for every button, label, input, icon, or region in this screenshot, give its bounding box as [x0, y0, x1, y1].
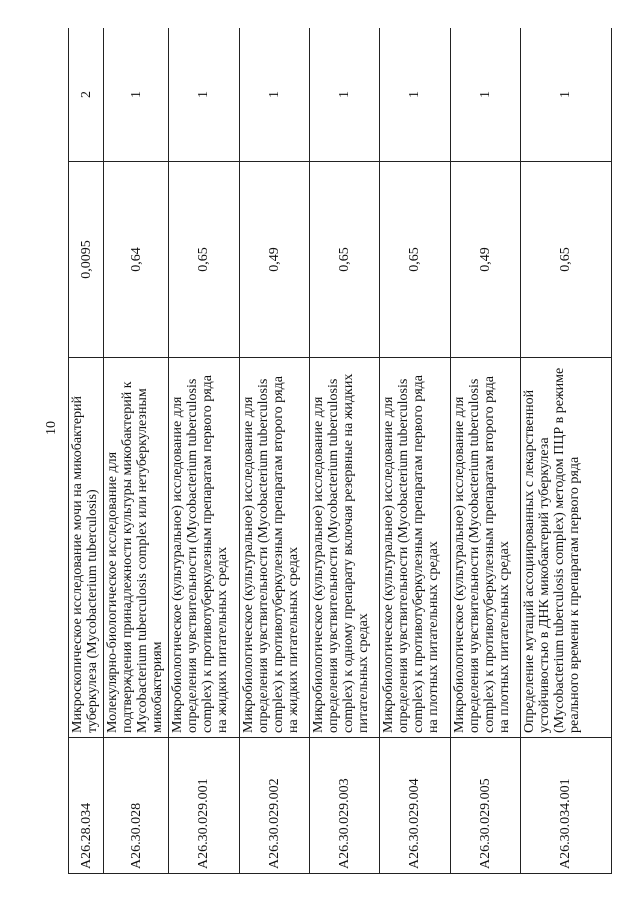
- service-name: Определение мутаций ассоциированных с лекарственной устойчивостью в ДНК микобактерий туберкулеза (Mycobacterium tuberculosis complex) методом ПЦР в режиме реального времени к препаратам первого ряда: [520, 358, 611, 738]
- service-name: Микробиологическое (культуральное) исследование для определения чувствительности (Mycobacterium tuberculosis complex) к противотуберкулезным препаратам второго ряда на жидких питательных средах: [239, 358, 309, 738]
- service-name: Молекулярно-биологическое исследование для подтверждения принадлежности культуры микобактерий к Mycobacterium tuberculosis complex или нетуберкулезным микобактериям: [104, 358, 169, 738]
- frequency-value: 0,65: [380, 162, 450, 358]
- multiplicity-value: 1: [104, 28, 169, 162]
- multiplicity-value: 2: [69, 28, 104, 162]
- frequency-value: 0,64: [104, 162, 169, 358]
- service-code: A26.30.034.001: [520, 738, 611, 874]
- service-code: A26.30.029.001: [169, 738, 239, 874]
- frequency-value: 0,49: [450, 162, 520, 358]
- multiplicity-value: 1: [309, 28, 379, 162]
- service-code: A26.30.028: [104, 738, 169, 874]
- table-row: [380, 28, 450, 874]
- table-row: [450, 28, 520, 874]
- frequency-value: 0,49: [239, 162, 309, 358]
- service-name: Микробиологическое (культуральное) исследование для определения чувствительности (Mycobacterium tuberculosis complex) к противотуберкулезным препаратам первого ряда на жидких питательных средах: [169, 358, 239, 738]
- table-row: [169, 28, 239, 874]
- table-row: [309, 28, 379, 874]
- multiplicity-value: 1: [239, 28, 309, 162]
- service-name: Микробиологическое (культуральное) исследование для определения чувствительности (Mycobacterium tuberculosis complex) к одному препарату включая резервные на жидких питательных средах: [309, 358, 379, 738]
- frequency-value: 0,65: [169, 162, 239, 358]
- service-code: A26.30.029.002: [239, 738, 309, 874]
- multiplicity-value: 1: [520, 28, 611, 162]
- table-row: [239, 28, 309, 874]
- multiplicity-value: 1: [450, 28, 520, 162]
- page-number: 10: [44, 421, 59, 435]
- table-row: [104, 28, 169, 874]
- multiplicity-value: 1: [169, 28, 239, 162]
- service-name: Микробиологическое (культуральное) исследование для определения чувствительности (Mycobacterium tuberculosis complex) к противотуберкулезным препаратам первого ряда на плотных питательных средах: [380, 358, 450, 738]
- frequency-value: 0,65: [520, 162, 611, 358]
- service-code: A26.30.029.005: [450, 738, 520, 874]
- services-table: [68, 28, 612, 874]
- frequency-value: 0,65: [309, 162, 379, 358]
- service-name: Микробиологическое (культуральное) исследование для определения чувствительности (Mycobacterium tuberculosis complex) к противотуберкулезным препаратам второго ряда на плотных питательных средах: [450, 358, 520, 738]
- service-code: A26.28.034: [69, 738, 104, 874]
- service-code: A26.30.029.004: [380, 738, 450, 874]
- multiplicity-value: 1: [380, 28, 450, 162]
- table-row: [69, 28, 104, 874]
- service-name: Микроскопическое исследование мочи на микобактерий туберкулеза (Mycobacterium tuberculosis): [69, 358, 104, 738]
- table-row: [520, 28, 611, 874]
- service-code: A26.30.029.003: [309, 738, 379, 874]
- rotated-table-container: [68, 28, 612, 874]
- frequency-value: 0,0095: [69, 162, 104, 358]
